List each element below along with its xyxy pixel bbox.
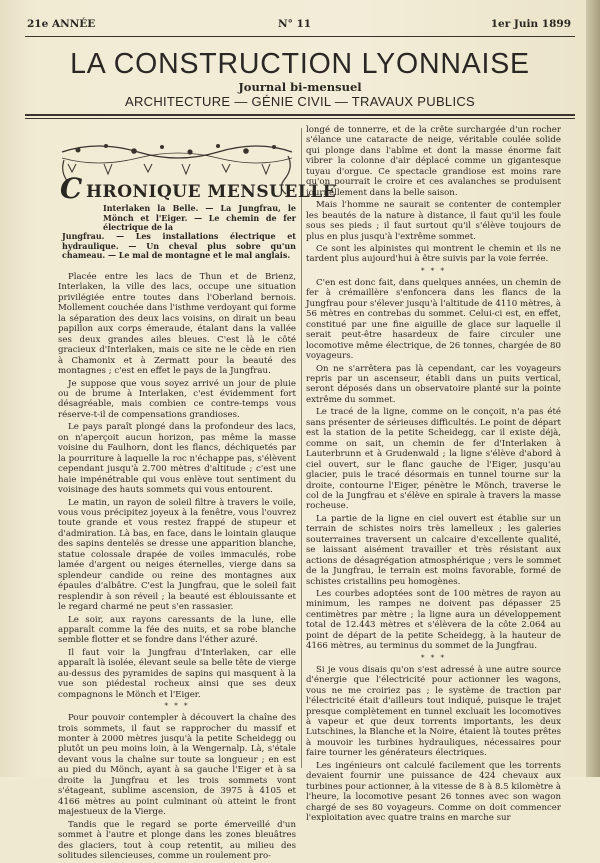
paragraph: Les courbes adoptées sont de 100 mètres de rayon au minimum, les rampes ne doivent pas dépasser 25 centimètres par mètre ; la ligne aura un développement total de 12.443 mètres et s'élèvera de la côte 2.064 au point de départ de la petite Scheidegg, à la hauteur de 4166 mètres, au terminus du sommet de la Jungfrau. bbox=[306, 589, 561, 652]
journal-frequency: Journal bi-mensuel bbox=[238, 80, 362, 94]
paragraph: Pour pouvoir contempler à découvert la chaîne des trois sommets, il faut se rapprocher du massif et monter à 2000 mètres jusqu'à la petite Scheidegg ou plutôt un peu moins loin, à la Wengernalp. Là, s'étale devant vous la chaîne sur toute sa longueur ; en est au pied du Mönch, ayant à sa gauche l'Eiger et à sa droite la Jungfrau et les trois sommets vont s'étageant, sublime ascension, de 3975 à 4105 et 4166 mètres au point culminant où atteint le front majestueux de la Vierge. bbox=[58, 713, 296, 818]
paragraph: C'en est donc fait, dans quelques années, un chemin de fer à crémaillère s'enfoncera dans les flancs de la Jungfrau pour s'élever jusqu'à l'altitude de 4110 mètres, à 56 mètres en contrebas du sommet. Celui-ci est, en effet, constitué par une fine aiguille de glace sur laquelle il serait peut-être hasardeux de faire circuler une locomotive même électrique, de 26 tonnes, chargée de 80 voyageurs. bbox=[306, 277, 561, 362]
issue-year: 21e ANNÉE bbox=[27, 18, 96, 30]
paragraph: longé de tonnerre, et de la crête surchargée d'un rocher s'élance une cataracte de neige, véritable coulée solide qui plonge dans l'abîme et dont la masse énorme fait vibrer la colonne d'air déplacé comme un gigantesque tuyau d'orgue. Ce spectacle grandiose est moins rare qu'on pourrait le croire et ces avalanches se produisent journellement dans la belle saison. bbox=[306, 125, 561, 198]
paragraph: Les ingénieurs ont calculé facilement que les torrents devaient fournir une puissance de 424 chevaux aux turbines pour actionner, à la vitesse de 8 à 8.5 kilomètre à l'heure, la locomotive pesant 26 tonnes avec son wagon chargé de ses 80 voyageurs. Comme on doit commencer l'exploitation avec quatre trains en marche sur bbox=[306, 760, 561, 824]
section-separator: * * * bbox=[164, 702, 190, 711]
drop-cap: C bbox=[60, 172, 83, 205]
paragraph: Le matin, un rayon de soleil filtre à travers le voile, vous vous précipitez joyeux à la fenêtre, vous l'ouvrez toute grande et vous restez frappé de stupeur et d'admiration. Là bas, en face, dans le lointain glauque des sapins dentelés se dresse une apparition blanche, statue colossale drapée de voiles immaculés, robe lamée d'argent ou neiges éternelles, vierge dans sa splendeur candide ou reine des montagnes aux épaules d'albâtre. C'est la Jungfrau, que le soleil fait resplendir à son réveil ; la beauté est éblouissante et le regard charmé ne peut s'en rassasier. bbox=[58, 497, 296, 613]
paragraph: Le soir, aux rayons caressants de la lune, elle apparaît comme la fée des nuits, et sa robe blanche semble flotter et se fondre dans l'éther azuré. bbox=[58, 614, 296, 646]
section-separator: * * * bbox=[421, 653, 446, 662]
paragraph: Le pays paraît plongé dans la profondeur des lacs, on n'aperçoit aucun horizon, pas même la masse voisine du Faulhorn, dont les flancs, déchiquetés par la pourriture à laquelle la roc n'échappe pas, s'élèvent cependant jusqu'à 2.700 mètres d'altitude ; c'est une haie impénétrable qui vous enlève tout sentiment du voisinage des hauts sommets qui vous entourent. bbox=[58, 422, 296, 496]
article-summary-bottom: Jungfrau. — Les installations électrique et hydraulique. — Un cheval plus sobre qu'un chameau. — Le mal de montagne et le mal anglais. bbox=[62, 231, 296, 261]
section-title: HRONIQUE MENSUELLE bbox=[86, 182, 337, 202]
column-divider bbox=[301, 128, 302, 768]
paragraph: Si je vous disais qu'on s'est adressé à une autre source d'énergie que l'électricité pour actionner les wagons, vous ne me croiriez pas ; le système de traction par l'électricité était d'ailleurs tout indiqué, puisque le trajet presque complètement en tunnel excluait les locomotives à vapeur et que deux torrents importants, les deux Lutschines, la Blanche et la Noire, étaient là toutes prêtes à mouvoir les turbines hydrauliques, nécessaires pour faire tourner les générateurs électriques. bbox=[306, 664, 561, 759]
issue-header bbox=[25, 18, 575, 34]
masthead-rule-thin bbox=[25, 118, 575, 119]
section-separator: * * * bbox=[421, 266, 446, 275]
issue-number: N° 11 bbox=[278, 18, 312, 30]
masthead-rule bbox=[25, 114, 575, 116]
paragraph: Je suppose que vous soyez arrivé un jour de pluie ou de brume à Interlaken, c'est évidemment fort désagréable, mais combien ce contre-temps vous réserve-t-il de compensations grandioses. bbox=[58, 378, 296, 420]
issue-date: 1er Juin 1899 bbox=[490, 18, 571, 30]
journal-title: LA CONSTRUCTION LYONNAISE bbox=[70, 48, 530, 80]
paragraph: Tandis que le regard se porte émerveillé d'un sommet à l'autre et plonge dans les zones bleuâtres des glaciers, tout à coup retentit, au milieu des solitudes silencieuses, comme un roulement pro- bbox=[58, 819, 296, 862]
paragraph: Le tracé de la ligne, comme on le conçoit, n'a pas été sans présenter de sérieuses difficultés. Le point de départ est la station de la petite Scheidegg, car il existe déjà, comme on sait, un chemin de fer d'Interlaken à Lauterbrunn et à Grudenwald ; la ligne s'élève d'abord à ciel ouvert, sur le flanc gauche de l'Eiger, jusqu'au glacier, puis le tracé désormais en tunnel tourne sur la droite, contourne l'Eiger, pénètre le Mönch, traverse le col de la Jungfrau et s'élève en spirale à travers la masse rocheuse. bbox=[306, 407, 561, 512]
right-column bbox=[306, 125, 561, 826]
paragraph: Placée entre les lacs de Thun et de Brienz, Interlaken, la ville des lacs, occupe une situation privilégiée entre toutes dans l'Oberland bernois. Mollement couchée dans l'isthme verdoyant qui forme la séparation des deux lacs voisins, on dirait un beau papillon aux corps émeraude, étalant dans la vallée ses deux grandes ailes bleues. C'est là le côté gracieux d'Interlaken, mais ce site ne le cède en rien à Chamonix et à Zermatt pour la beauté des montagnes ; c'est en effet le pays de la Jungfrau. bbox=[58, 272, 296, 377]
paragraph: La partie de la ligne en ciel ouvert est établie sur un terrain de schistes noirs très lamelleux ; les galeries souterraines traversent un calcaire d'excellente qualité, se laissant aisément travailler et très résistant aux actions de désagrégation atmosphérique ; vers le sommet de la Jungfrau, le terrain est moins favorable, formé de schistes cristallins peu homogènes. bbox=[306, 513, 561, 587]
article-summary-top: Interlaken la Belle. — La Jungfrau, le Mönch et l'Eiger. — Le chemin de fer électrique de la bbox=[103, 203, 296, 233]
paragraph: Mais l'homme ne saurait se contenter de contempler les beautés de la nature à distance, il faut qu'il les foule sous ses pieds ; il faut surtout qu'il s'élève toujours de plus en plus jusqu'à l'extrême sommet. bbox=[306, 200, 561, 242]
paragraph: On ne s'arrêtera pas là cependant, car les voyageurs repris par un ascenseur, établi dans un puits vertical, seront déposés dans un observatoire planté sur la pointe extrême du sommet. bbox=[306, 363, 561, 405]
header-rule bbox=[25, 36, 575, 37]
book-spine bbox=[586, 0, 600, 777]
left-column bbox=[58, 272, 296, 863]
paragraph: Il faut voir la Jungfrau d'Interlaken, car elle apparaît là isolée, élevant seule sa belle tête de vierge au-dessus des pyramides de sapins qui masquent à la vue son piédestal rocheux ainsi que ses deux compagnons le Mönch et l'Eiger. bbox=[58, 647, 296, 700]
paragraph: Ce sont les alpinistes qui montrent le chemin et ils ne tardent plus aujourd'hui à être suivis par la voie ferrée. bbox=[306, 243, 561, 265]
journal-subjects: ARCHITECTURE — GÉNIE CIVIL — TRAVAUX PUBLICS bbox=[124, 94, 476, 109]
